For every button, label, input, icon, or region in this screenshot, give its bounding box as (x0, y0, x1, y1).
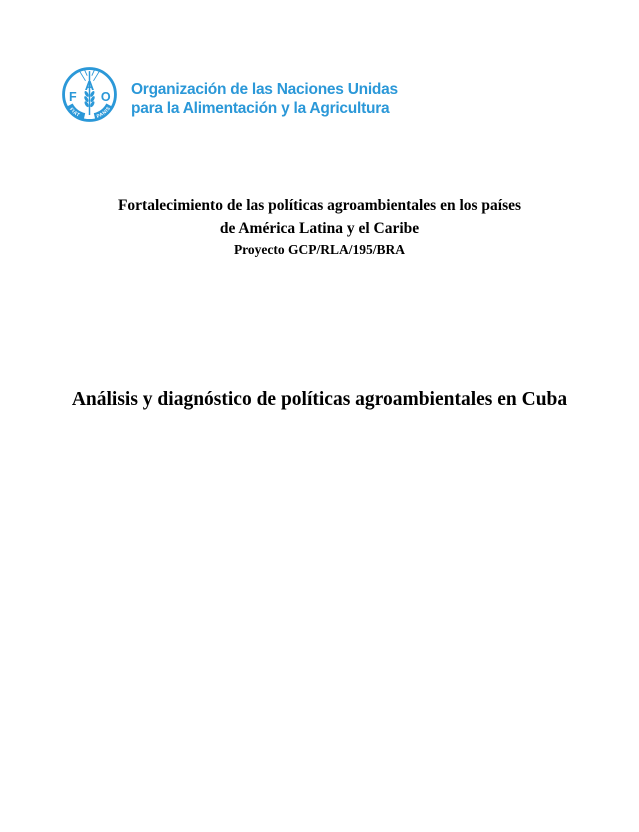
fao-letter-o: O (100, 89, 111, 104)
fao-header (61, 66, 398, 123)
project-code: Proyecto GCP/RLA/195/BRA (233, 242, 406, 257)
fao-motto-panis: PANIS (96, 106, 113, 120)
fao-letter-f: F (68, 89, 77, 104)
document-title: Análisis y diagnóstico de políticas agroambientales en Cuba (71, 389, 568, 410)
fao-wordmark-line2: para la Alimentación y la Agricultura (131, 100, 390, 117)
fao-motto-fiat: FIAT (67, 107, 81, 119)
project-title-line2: de América Latina y el Caribe (219, 220, 420, 237)
fao-wordmark (131, 80, 398, 118)
fao-logo (61, 66, 118, 123)
project-title-line1: Fortalecimiento de las políticas agroambientales en los países (117, 197, 522, 214)
project-header (0, 194, 639, 260)
fao-wordmark-line1: Organización de las Naciones Unidas (131, 81, 398, 98)
fao-letter-a: A (84, 77, 95, 93)
